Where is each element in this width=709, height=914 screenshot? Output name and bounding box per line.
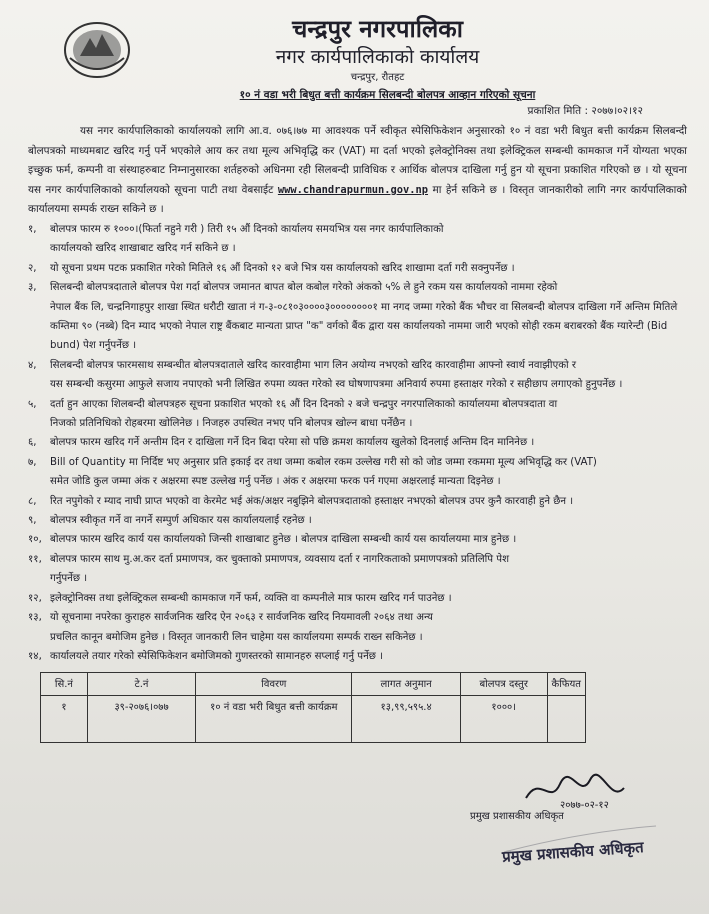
list-item: ९, बोलपत्र स्वीकृत गर्ने वा नगर्ने सम्पुर्ण अधिकार यस कार्यालयलाई रहनेछ । — [28, 515, 312, 527]
intro-text: यस नगर कार्यपालिकाको कार्यालयको लागि आ.व. ०७६।७७ मा आवश्यक पर्ने स्वीकृत स्पेसिफिकेशन अनुसारको १० नं वडा भरी बिधुत बत्ती कार्यक्रम सिलबन्दी बोलपत्रको माध्यमबाट खरिद गर्नु पर्ने भएकोले आय कर तथा मूल्य अभिवृद्धि कर (VAT) मा दर्ता भएको इलेक्ट्रोनिक्स तथा इलेक्ट्रिकल सम्बन्धी कामकाज गर्ने योग्यता भएका इच्छुक फर्म, कम्पनी वा संस्थाहरुबाट निम्नानुसारका शर्तहरुको अधिनमा रही सिलबन्दी प्राविधिक र आर्थिक बोलपत्र दाखिला गर्नु हुन यो सूचना प्रकाशित गरिएको छ । यो सूचना यस नगर कार्यपालिकाको कार्यालयको सूचना पाटी तथा वेबसाईट — [28, 125, 687, 196]
letterhead — [68, 14, 687, 86]
table-header-row — [41, 673, 586, 696]
list-item: १०, बोलपत्र फारम खरिद कार्य यस कार्यालयको जिन्सी शाखाबाट हुनेछ । बोलपत्र दाखिला सम्बन्धी कार्य यस कार्यालयमा मात्र हुनेछ । — [28, 534, 517, 546]
list-item: १, बोलपत्र फारम रु १०००।(फिर्ता नहुने गरी ) तिरी १५ औं दिनको कार्यालय समयभित्र यस नगर कार्यपालिकाको कार्यालयको खरिद शाखाबाट खरिद गर्न सकिने छ । — [28, 223, 444, 255]
conditions-list — [28, 220, 687, 666]
table-row — [41, 696, 586, 743]
list-item: ६, बोलपत्र फारम खरिद गर्ने अन्तीम दिन र दाखिला गर्ने दिन बिदा परेमा सो पछि क्रमश कार्यालय खुलेको दिनलाई अन्तिम दिन मानिनेछ । — [28, 437, 535, 449]
col-tender-no: टे.नं — [87, 673, 195, 696]
published-date: प्रकाशित मिति : २०७७।०२।१२ — [527, 105, 643, 117]
cell-tender-no: ३९-२०७६।०७७ — [87, 696, 195, 743]
list-item: ७, Bill of Quantity मा निर्दिष्ट भए अनुसार प्रति इकाई दर तथा जम्मा कबोल रकम उल्लेख गरी सो को जोड जम्मा रकममा मूल्य अभिवृद्धि कर (VAT) समेत जोडि कुल जम्मा अंक र अक्षरमा स्पष्ट उल्लेख गर्नु पर्नेछ । अंक र अक्षरमा फरक पर्न गएमा अक्षरलाई मान्यता दिइनेछ । — [28, 456, 597, 488]
cell-cost-estimate: १३,९९,५९५.४ — [352, 696, 461, 743]
office-location: चन्द्रपुर, रौतहट — [350, 72, 405, 83]
list-item: २, यो सूचना प्रथम पटक प्रकाशित गरेको मितिले १६ औं दिनको १२ बजे भित्र यस कार्यालयको खरिद शाखामा दर्ता गरी सक्नुपर्नेछ । — [28, 262, 515, 274]
intro-text-end: मा हेर्न सकिने छ । विस्तृत जानकारीको लागि नगर कार्यपालिकाको कार्यालयमा सम्पर्क राख्न सकिने छ । — [28, 183, 687, 216]
nepal-emblem-icon — [62, 18, 132, 80]
signature-icon — [520, 770, 630, 810]
list-item: १२, इलेक्ट्रोनिक्स तथा इलेक्ट्रिकल सम्बन्धी कामकाज गर्ने फर्म, व्यक्ति वा कम्पनीले मात्र फारम खरिद गर्न पाउनेछ । — [28, 592, 452, 604]
col-serial: सि.नं — [41, 673, 88, 696]
list-item: ४, सिलबन्दी बोलपत्र फारमसाथ सम्बन्धीत बोलपत्रदाताले खरिद कारवाहीमा भाग लिन अयोग्य नभएको खरिद कारवाहीमा आफ्नो स्वार्थ नवाझीएको र यस सम्बन्धी कसुरमा आफुले सजाय नपाएको भनी लिखित रुपमा व्यक्त गरेको स्व घोषणापत्रमा अनिवार्य रुपमा हस्ताक्षर गरेको र सहीछाप लगाएको हुनुपर्नेछ । — [28, 359, 623, 391]
list-item: १४, कार्यालयले तयार गरेको स्पेसिफिकेशन बमोजिमको गुणस्तरको सामानहरु सप्लाई गर्नु पर्नेछ । — [28, 650, 383, 662]
office-subtitle: नगर कार्यपालिकाको कार्यालय — [275, 46, 480, 68]
list-item: ८, रित नपुगेको र म्याद नाघी प्राप्त भएको वा केरमेट भई अंक/अक्षर नबुझिने बोलपत्रदाताको हस्ताक्षर नभएको बोलपत्र उपर कुनै कारवाही हुने छैन । — [28, 495, 574, 507]
col-bid-fee: बोलपत्र दस्तुर — [460, 673, 547, 696]
signatory-label: प्रमुख प्रशासकीय अधिकृत — [470, 811, 564, 822]
website-link[interactable]: www.chandrapurmun.gov.np — [277, 183, 429, 196]
list-item: ५, दर्ता हुन आएका शिलबन्दी बोलपत्रहरु सूचना प्रकाशित भएको १६ औं दिन दिनको २ बजे चन्द्रपुर नगरपालिकाको कार्यालयमा बोलपत्रदाता वा निजको प्रतिनिधिको रोहबरमा खोलिनेछ । निजहरु उपस्थित नभए पनि बोलपत्र खोल्न बाधा पर्नेछैन । — [28, 398, 558, 430]
col-description: विवरण — [196, 673, 352, 696]
cell-serial: १ — [41, 696, 88, 743]
cell-remarks — [547, 696, 585, 743]
municipality-title: चन्द्रपुर नगरपालिका — [292, 14, 463, 43]
signature-date: २०७७-०२-१२ — [560, 800, 609, 810]
col-remarks: कैफियत — [547, 673, 585, 696]
cell-bid-fee: १०००। — [460, 696, 547, 743]
tender-table — [40, 672, 586, 743]
intro-paragraph — [28, 122, 687, 220]
list-item: १३, यो सूचनामा नपरेका कुराहरु सार्वजनिक खरिद ऐन २०६३ र सार्वजनिक खरिद नियमावली २०६४ तथा अन्य प्रचलित कानून बमोजिम हुनेछ । विस्तृत जानकारी लिन चाहेमा यस कार्यालयमा सम्पर्क राख्न सकिनेछ । — [28, 612, 433, 643]
stamp-text: प्रमुख प्रशासकीय अधिकृत — [501, 838, 645, 866]
list-item: ११, बोलपत्र फारम साथ मु.अ.कर दर्ता प्रमाणपत्र, कर चुक्ताको प्रमाणपत्र, व्यवसाय दर्ता र नागरिकताको प्रमाणपत्रको प्रतिलिपि पेश गर्नुपर्नेछ । — [28, 553, 510, 585]
col-cost-estimate: लागत अनुमान — [352, 673, 461, 696]
list-item: ३, सिलबन्दी बोलपत्रदाताले बोलपत्र पेश गर्दा बोलपत्र जमानत बापत बोल कबोल गरेको अंकको ५% ले हुने रकम यस कार्यालयको नाममा रहेको नेपाल बैंक लि, चन्द्रनिगाहपुर शाखा स्थित धरौटी खाता नं ग-३-०८१०३००००३००००००००१ मा नगद जम्मा गरेको बैंक भौचर वा सिलबन्दी बोलपत्र दाखिला गर्ने अन्तिम मितिले कम्तिमा ९० (नब्बे) दिन म्याद भएको नेपाल राष्ट्र बैंकबाट मान्यता प्राप्त "क" वर्गको बैंक द्वारा यस कार्यालयको नाममा जारी भएको सोही रकम बराबरको बैंक ग्यारेन्टी (Bid bund) पेश गर्नुपर्नेछ । — [28, 282, 678, 352]
cell-description: १० नं वडा भरी बिधुत बत्ती कार्यक्रम — [196, 696, 352, 743]
notice-title: १० नं वडा भरी बिधुत बत्ती कार्यक्रम सिलबन्दी बोलपत्र आव्हान गरिएको सूचना — [239, 89, 536, 101]
